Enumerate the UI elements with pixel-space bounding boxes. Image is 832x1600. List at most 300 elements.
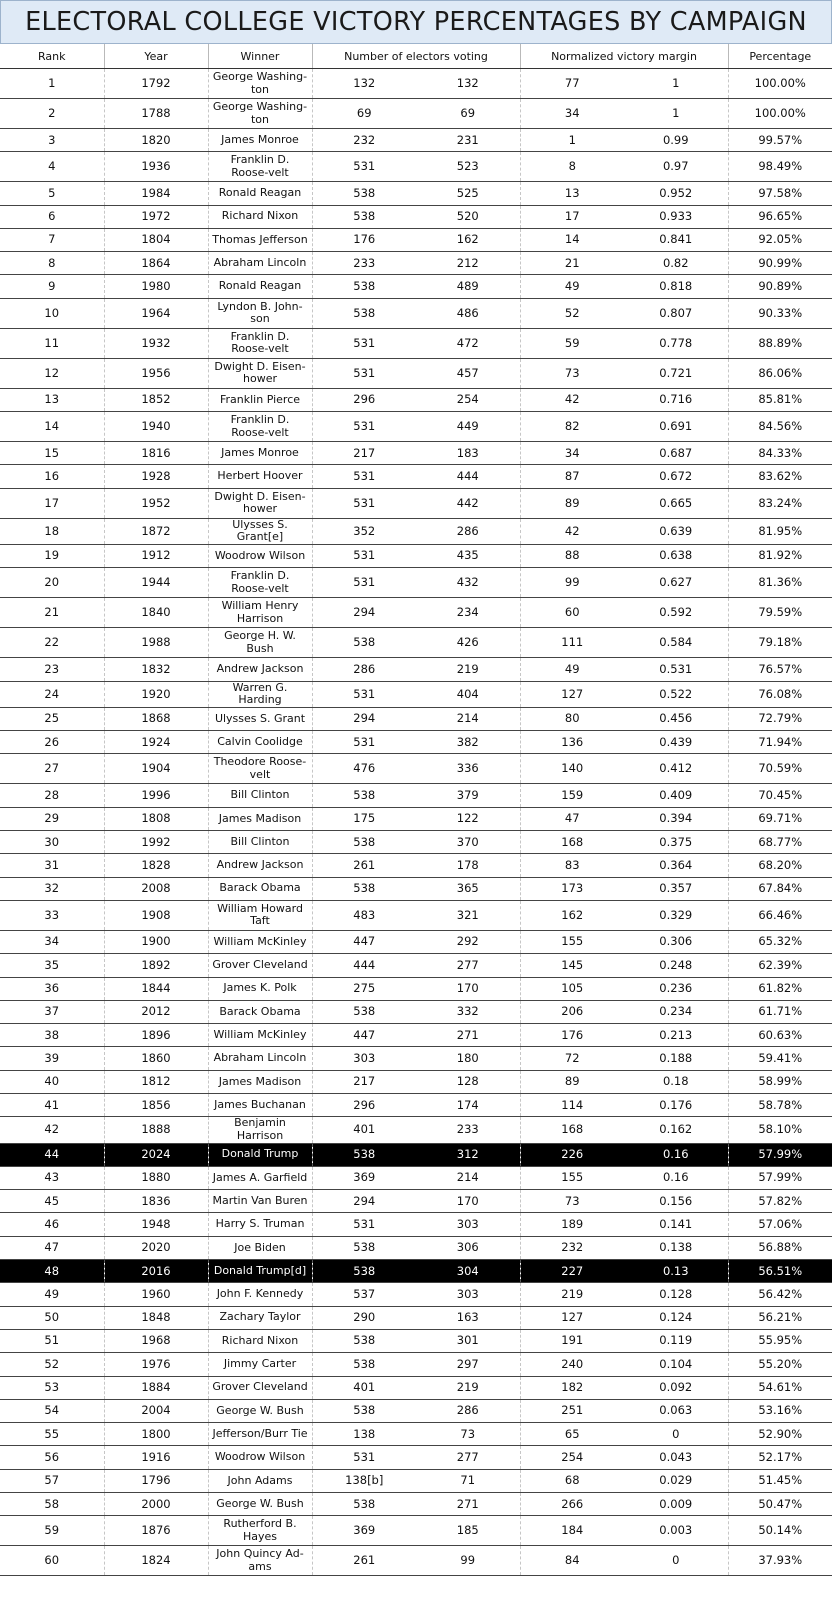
margin-cell: 77 xyxy=(520,69,624,99)
percentage-cell: 53.16% xyxy=(728,1399,832,1422)
winner-cell: George Washing-ton xyxy=(208,69,312,99)
table-row xyxy=(0,658,832,681)
table-row xyxy=(0,854,832,877)
electors-won-cell: 178 xyxy=(416,854,520,877)
winner-cell: Jefferson/Burr Tie xyxy=(208,1423,312,1446)
percentage-cell: 92.05% xyxy=(728,228,832,251)
normalized-margin-cell: 0.234 xyxy=(624,1000,728,1023)
electors-won-cell: 99 xyxy=(416,1546,520,1576)
year-cell: 1864 xyxy=(104,252,208,275)
electors-won-cell: 277 xyxy=(416,1446,520,1469)
table-row xyxy=(0,388,832,411)
year-cell: 1916 xyxy=(104,1446,208,1469)
rank-cell: 45 xyxy=(0,1190,104,1213)
rank-cell: 8 xyxy=(0,252,104,275)
rank-cell: 46 xyxy=(0,1213,104,1236)
electors-won-cell: 214 xyxy=(416,707,520,730)
margin-cell: 21 xyxy=(520,252,624,275)
rank-cell: 10 xyxy=(0,298,104,328)
year-cell: 1868 xyxy=(104,707,208,730)
electors-voting-cell: 294 xyxy=(312,707,416,730)
table-row xyxy=(0,1260,832,1283)
rank-cell: 42 xyxy=(0,1117,104,1143)
electors-won-cell: 303 xyxy=(416,1283,520,1306)
normalized-margin-cell: 0.627 xyxy=(624,568,728,598)
electors-voting-cell: 175 xyxy=(312,807,416,830)
electors-won-cell: 486 xyxy=(416,298,520,328)
percentage-cell: 65.32% xyxy=(728,930,832,953)
margin-cell: 72 xyxy=(520,1047,624,1070)
normalized-margin-cell: 0.82 xyxy=(624,252,728,275)
rank-cell: 28 xyxy=(0,784,104,807)
margin-cell: 127 xyxy=(520,681,624,707)
table-row xyxy=(0,1143,832,1166)
rank-cell: 60 xyxy=(0,1546,104,1576)
header-rank: Rank xyxy=(0,44,104,69)
electors-voting-cell: 286 xyxy=(312,658,416,681)
rank-cell: 47 xyxy=(0,1236,104,1259)
rank-cell: 11 xyxy=(0,328,104,358)
electors-voting-cell: 538 xyxy=(312,1493,416,1516)
normalized-margin-cell: 0.364 xyxy=(624,854,728,877)
normalized-margin-cell: 0.933 xyxy=(624,205,728,228)
margin-cell: 73 xyxy=(520,1190,624,1213)
percentage-cell: 51.45% xyxy=(728,1469,832,1492)
year-cell: 1896 xyxy=(104,1024,208,1047)
table-row xyxy=(0,628,832,658)
normalized-margin-cell: 0.329 xyxy=(624,900,728,930)
rank-cell: 2 xyxy=(0,99,104,129)
normalized-margin-cell: 0.13 xyxy=(624,1260,728,1283)
winner-cell: Abraham Lincoln xyxy=(208,252,312,275)
margin-cell: 114 xyxy=(520,1093,624,1116)
winner-cell: Dwight D. Eisen-hower xyxy=(208,358,312,388)
table-row xyxy=(0,1469,832,1492)
percentage-cell: 56.88% xyxy=(728,1236,832,1259)
electors-won-cell: 286 xyxy=(416,518,520,544)
electors-voting-cell: 294 xyxy=(312,1190,416,1213)
normalized-margin-cell: 0.156 xyxy=(624,1190,728,1213)
winner-cell: Lyndon B. John-son xyxy=(208,298,312,328)
header-row xyxy=(0,44,832,69)
year-cell: 1856 xyxy=(104,1093,208,1116)
electors-voting-cell: 296 xyxy=(312,388,416,411)
margin-cell: 251 xyxy=(520,1399,624,1422)
normalized-margin-cell: 0.306 xyxy=(624,930,728,953)
percentage-cell: 57.99% xyxy=(728,1166,832,1189)
rank-cell: 18 xyxy=(0,518,104,544)
table-row xyxy=(0,442,832,465)
year-cell: 2020 xyxy=(104,1236,208,1259)
table-row xyxy=(0,1117,832,1143)
electors-won-cell: 444 xyxy=(416,465,520,488)
percentage-cell: 70.45% xyxy=(728,784,832,807)
electors-voting-cell: 232 xyxy=(312,129,416,152)
table-row xyxy=(0,228,832,251)
rank-cell: 27 xyxy=(0,754,104,784)
year-cell: 1984 xyxy=(104,182,208,205)
year-cell: 1884 xyxy=(104,1376,208,1399)
electors-won-cell: 231 xyxy=(416,129,520,152)
rank-cell: 20 xyxy=(0,568,104,598)
electors-voting-cell: 538 xyxy=(312,205,416,228)
margin-cell: 17 xyxy=(520,205,624,228)
table-row xyxy=(0,99,832,129)
margin-cell: 60 xyxy=(520,598,624,628)
rank-cell: 55 xyxy=(0,1423,104,1446)
normalized-margin-cell: 0.188 xyxy=(624,1047,728,1070)
rank-cell: 49 xyxy=(0,1283,104,1306)
rank-cell: 7 xyxy=(0,228,104,251)
electors-voting-cell: 138 xyxy=(312,1423,416,1446)
winner-cell: Franklin D. Roose-velt xyxy=(208,568,312,598)
margin-cell: 65 xyxy=(520,1423,624,1446)
rank-cell: 44 xyxy=(0,1143,104,1166)
rank-cell: 51 xyxy=(0,1329,104,1352)
rank-cell: 31 xyxy=(0,854,104,877)
winner-cell: Calvin Coolidge xyxy=(208,731,312,754)
percentage-cell: 52.17% xyxy=(728,1446,832,1469)
normalized-margin-cell: 0.162 xyxy=(624,1117,728,1143)
margin-cell: 83 xyxy=(520,854,624,877)
margin-cell: 99 xyxy=(520,568,624,598)
rank-cell: 29 xyxy=(0,807,104,830)
rank-cell: 4 xyxy=(0,152,104,182)
electors-won-cell: 233 xyxy=(416,1117,520,1143)
normalized-margin-cell: 0.584 xyxy=(624,628,728,658)
electors-won-cell: 271 xyxy=(416,1493,520,1516)
percentage-cell: 84.33% xyxy=(728,442,832,465)
electors-won-cell: 170 xyxy=(416,977,520,1000)
year-cell: 1948 xyxy=(104,1213,208,1236)
winner-cell: Jimmy Carter xyxy=(208,1353,312,1376)
winner-cell: Warren G. Harding xyxy=(208,681,312,707)
percentage-cell: 84.56% xyxy=(728,412,832,442)
normalized-margin-cell: 0.522 xyxy=(624,681,728,707)
percentage-cell: 71.94% xyxy=(728,731,832,754)
margin-cell: 1 xyxy=(520,129,624,152)
percentage-cell: 69.71% xyxy=(728,807,832,830)
normalized-margin-cell: 0.412 xyxy=(624,754,728,784)
electors-won-cell: 432 xyxy=(416,568,520,598)
normalized-margin-cell: 0.119 xyxy=(624,1329,728,1352)
electors-voting-cell: 352 xyxy=(312,518,416,544)
year-cell: 1952 xyxy=(104,488,208,518)
table-row xyxy=(0,754,832,784)
electors-voting-cell: 444 xyxy=(312,954,416,977)
electors-voting-cell: 447 xyxy=(312,1024,416,1047)
table-row xyxy=(0,1070,832,1093)
table-row xyxy=(0,129,832,152)
normalized-margin-cell: 0.439 xyxy=(624,731,728,754)
year-cell: 1912 xyxy=(104,544,208,567)
percentage-cell: 58.78% xyxy=(728,1093,832,1116)
electors-voting-cell: 138[b] xyxy=(312,1469,416,1492)
electors-voting-cell: 538 xyxy=(312,1399,416,1422)
year-cell: 1892 xyxy=(104,954,208,977)
year-cell: 1932 xyxy=(104,328,208,358)
winner-cell: Grover Cleveland xyxy=(208,1376,312,1399)
header-percentage: Percentage xyxy=(728,44,832,69)
margin-cell: 105 xyxy=(520,977,624,1000)
percentage-cell: 100.00% xyxy=(728,99,832,129)
rank-cell: 13 xyxy=(0,388,104,411)
normalized-margin-cell: 0.592 xyxy=(624,598,728,628)
electors-voting-cell: 538 xyxy=(312,628,416,658)
table-row xyxy=(0,298,832,328)
electors-voting-cell: 538 xyxy=(312,1000,416,1023)
percentage-cell: 62.39% xyxy=(728,954,832,977)
year-cell: 1824 xyxy=(104,1546,208,1576)
year-cell: 2000 xyxy=(104,1493,208,1516)
margin-cell: 47 xyxy=(520,807,624,830)
year-cell: 2004 xyxy=(104,1399,208,1422)
percentage-cell: 96.65% xyxy=(728,205,832,228)
percentage-cell: 57.99% xyxy=(728,1143,832,1166)
winner-cell: Theodore Roose-velt xyxy=(208,754,312,784)
winner-cell: Richard Nixon xyxy=(208,205,312,228)
rank-cell: 52 xyxy=(0,1353,104,1376)
margin-cell: 226 xyxy=(520,1143,624,1166)
table-row xyxy=(0,1166,832,1189)
rank-cell: 56 xyxy=(0,1446,104,1469)
winner-cell: Woodrow Wilson xyxy=(208,544,312,567)
rank-cell: 54 xyxy=(0,1399,104,1422)
percentage-cell: 88.89% xyxy=(728,328,832,358)
normalized-margin-cell: 0.043 xyxy=(624,1446,728,1469)
electors-voting-cell: 401 xyxy=(312,1376,416,1399)
winner-cell: James Madison xyxy=(208,1070,312,1093)
margin-cell: 42 xyxy=(520,518,624,544)
normalized-margin-cell: 0.104 xyxy=(624,1353,728,1376)
rank-cell: 17 xyxy=(0,488,104,518)
margin-cell: 182 xyxy=(520,1376,624,1399)
year-cell: 1996 xyxy=(104,784,208,807)
percentage-cell: 50.47% xyxy=(728,1493,832,1516)
winner-cell: William Henry Harrison xyxy=(208,598,312,628)
table-row xyxy=(0,731,832,754)
table-row xyxy=(0,152,832,182)
electors-voting-cell: 132 xyxy=(312,69,416,99)
electors-voting-cell: 476 xyxy=(312,754,416,784)
winner-cell: Donald Trump xyxy=(208,1143,312,1166)
table-row xyxy=(0,930,832,953)
winner-cell: William Howard Taft xyxy=(208,900,312,930)
normalized-margin-cell: 0.818 xyxy=(624,275,728,298)
winner-cell: Franklin D. Roose-velt xyxy=(208,152,312,182)
electors-voting-cell: 531 xyxy=(312,488,416,518)
normalized-margin-cell: 0.99 xyxy=(624,129,728,152)
year-cell: 1788 xyxy=(104,99,208,129)
electors-won-cell: 214 xyxy=(416,1166,520,1189)
victory-table xyxy=(0,44,832,1576)
percentage-cell: 85.81% xyxy=(728,388,832,411)
table-row xyxy=(0,807,832,830)
percentage-cell: 86.06% xyxy=(728,358,832,388)
table-row xyxy=(0,205,832,228)
percentage-cell: 59.41% xyxy=(728,1047,832,1070)
winner-cell: Franklin D. Roose-velt xyxy=(208,412,312,442)
margin-cell: 155 xyxy=(520,930,624,953)
table-row xyxy=(0,69,832,99)
percentage-cell: 76.57% xyxy=(728,658,832,681)
table-row xyxy=(0,954,832,977)
margin-cell: 136 xyxy=(520,731,624,754)
table-row xyxy=(0,1190,832,1213)
electors-won-cell: 180 xyxy=(416,1047,520,1070)
table-row xyxy=(0,1024,832,1047)
margin-cell: 34 xyxy=(520,442,624,465)
electors-won-cell: 73 xyxy=(416,1423,520,1446)
electors-voting-cell: 538 xyxy=(312,182,416,205)
winner-cell: Barack Obama xyxy=(208,877,312,900)
percentage-cell: 55.95% xyxy=(728,1329,832,1352)
normalized-margin-cell: 0.841 xyxy=(624,228,728,251)
year-cell: 1928 xyxy=(104,465,208,488)
electors-won-cell: 312 xyxy=(416,1143,520,1166)
table-row xyxy=(0,182,832,205)
electors-won-cell: 162 xyxy=(416,228,520,251)
electors-won-cell: 426 xyxy=(416,628,520,658)
year-cell: 1980 xyxy=(104,275,208,298)
table-row xyxy=(0,1353,832,1376)
margin-cell: 240 xyxy=(520,1353,624,1376)
electors-won-cell: 379 xyxy=(416,784,520,807)
electors-won-cell: 304 xyxy=(416,1260,520,1283)
header-margin: Normalized victory margin xyxy=(520,44,728,69)
winner-cell: George W. Bush xyxy=(208,1493,312,1516)
year-cell: 1944 xyxy=(104,568,208,598)
rank-cell: 37 xyxy=(0,1000,104,1023)
electors-voting-cell: 537 xyxy=(312,1283,416,1306)
electors-voting-cell: 531 xyxy=(312,152,416,182)
table-row xyxy=(0,1283,832,1306)
normalized-margin-cell: 0.394 xyxy=(624,807,728,830)
electors-won-cell: 234 xyxy=(416,598,520,628)
header-winner: Winner xyxy=(208,44,312,69)
margin-cell: 49 xyxy=(520,275,624,298)
percentage-cell: 67.84% xyxy=(728,877,832,900)
electors-voting-cell: 531 xyxy=(312,681,416,707)
winner-cell: John Quincy Ad-ams xyxy=(208,1546,312,1576)
electors-voting-cell: 531 xyxy=(312,412,416,442)
margin-cell: 42 xyxy=(520,388,624,411)
electors-voting-cell: 176 xyxy=(312,228,416,251)
electors-voting-cell: 531 xyxy=(312,568,416,598)
rank-cell: 14 xyxy=(0,412,104,442)
electors-voting-cell: 531 xyxy=(312,328,416,358)
percentage-cell: 66.46% xyxy=(728,900,832,930)
normalized-margin-cell: 0.16 xyxy=(624,1166,728,1189)
table-row xyxy=(0,544,832,567)
electors-won-cell: 254 xyxy=(416,388,520,411)
electors-won-cell: 435 xyxy=(416,544,520,567)
rank-cell: 15 xyxy=(0,442,104,465)
rank-cell: 30 xyxy=(0,831,104,854)
year-cell: 1800 xyxy=(104,1423,208,1446)
year-cell: 1976 xyxy=(104,1353,208,1376)
electors-won-cell: 219 xyxy=(416,658,520,681)
winner-cell: Ronald Reagan xyxy=(208,182,312,205)
winner-cell: James A. Garfield xyxy=(208,1166,312,1189)
rank-cell: 16 xyxy=(0,465,104,488)
electors-voting-cell: 531 xyxy=(312,544,416,567)
margin-cell: 173 xyxy=(520,877,624,900)
winner-cell: George W. Bush xyxy=(208,1399,312,1422)
year-cell: 1808 xyxy=(104,807,208,830)
normalized-margin-cell: 0.375 xyxy=(624,831,728,854)
margin-cell: 80 xyxy=(520,707,624,730)
margin-cell: 89 xyxy=(520,1070,624,1093)
winner-cell: William McKinley xyxy=(208,930,312,953)
electors-voting-cell: 303 xyxy=(312,1047,416,1070)
table-row xyxy=(0,707,832,730)
rank-cell: 40 xyxy=(0,1070,104,1093)
electors-voting-cell: 538 xyxy=(312,784,416,807)
rank-cell: 21 xyxy=(0,598,104,628)
table-row xyxy=(0,328,832,358)
normalized-margin-cell: 0.687 xyxy=(624,442,728,465)
percentage-cell: 56.51% xyxy=(728,1260,832,1283)
electors-won-cell: 277 xyxy=(416,954,520,977)
winner-cell: Zachary Taylor xyxy=(208,1306,312,1329)
electors-voting-cell: 531 xyxy=(312,358,416,388)
rank-cell: 9 xyxy=(0,275,104,298)
normalized-margin-cell: 0.409 xyxy=(624,784,728,807)
normalized-margin-cell: 0.716 xyxy=(624,388,728,411)
percentage-cell: 60.63% xyxy=(728,1024,832,1047)
table-row xyxy=(0,1446,832,1469)
table-row xyxy=(0,1376,832,1399)
year-cell: 1844 xyxy=(104,977,208,1000)
electors-won-cell: 69 xyxy=(416,99,520,129)
percentage-cell: 90.33% xyxy=(728,298,832,328)
winner-cell: James Monroe xyxy=(208,129,312,152)
percentage-cell: 76.08% xyxy=(728,681,832,707)
rank-cell: 1 xyxy=(0,69,104,99)
percentage-cell: 90.89% xyxy=(728,275,832,298)
electors-won-cell: 321 xyxy=(416,900,520,930)
normalized-margin-cell: 0.531 xyxy=(624,658,728,681)
electors-won-cell: 404 xyxy=(416,681,520,707)
winner-cell: Franklin Pierce xyxy=(208,388,312,411)
margin-cell: 232 xyxy=(520,1236,624,1259)
year-cell: 1804 xyxy=(104,228,208,251)
normalized-margin-cell: 0.97 xyxy=(624,152,728,182)
percentage-cell: 57.06% xyxy=(728,1213,832,1236)
year-cell: 1920 xyxy=(104,681,208,707)
normalized-margin-cell: 0.456 xyxy=(624,707,728,730)
normalized-margin-cell: 0 xyxy=(624,1423,728,1446)
table-row xyxy=(0,1546,832,1576)
percentage-cell: 98.49% xyxy=(728,152,832,182)
percentage-cell: 55.20% xyxy=(728,1353,832,1376)
percentage-cell: 52.90% xyxy=(728,1423,832,1446)
electors-won-cell: 332 xyxy=(416,1000,520,1023)
electors-voting-cell: 538 xyxy=(312,1260,416,1283)
table-row xyxy=(0,977,832,1000)
electors-voting-cell: 447 xyxy=(312,930,416,953)
winner-cell: George Washing-ton xyxy=(208,99,312,129)
table-row xyxy=(0,877,832,900)
winner-cell: Dwight D. Eisen-hower xyxy=(208,488,312,518)
margin-cell: 162 xyxy=(520,900,624,930)
table-row xyxy=(0,681,832,707)
year-cell: 1792 xyxy=(104,69,208,99)
electors-won-cell: 472 xyxy=(416,328,520,358)
normalized-margin-cell: 0.063 xyxy=(624,1399,728,1422)
electors-won-cell: 365 xyxy=(416,877,520,900)
